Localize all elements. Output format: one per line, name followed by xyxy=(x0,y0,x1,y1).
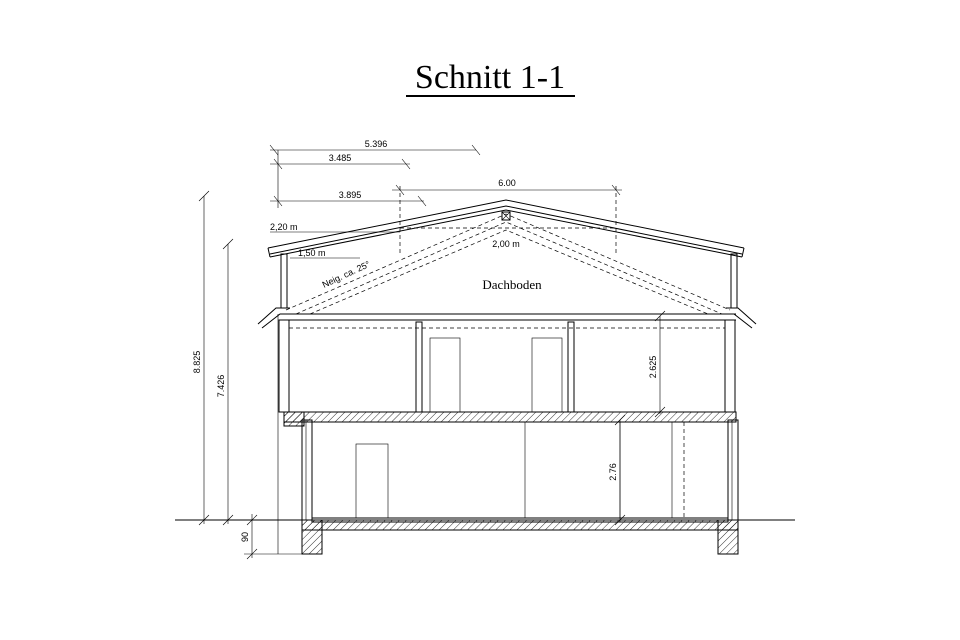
ground-floor-walls xyxy=(302,420,738,520)
attic-floor xyxy=(284,314,736,320)
dimension-foundation: 90 xyxy=(240,531,250,543)
roof-pitch-label: Neig. ca. 25° xyxy=(320,258,372,290)
dimension-total-height: 8.825 xyxy=(192,350,202,374)
foundation xyxy=(302,520,738,554)
top-dimension-lines xyxy=(270,145,622,208)
dimension-height-220: 2,20 m xyxy=(270,222,298,232)
dimension-top-4: 6.00 xyxy=(498,178,516,188)
dimension-eaves-height: 7.426 xyxy=(216,374,226,398)
room-label: Dachboden xyxy=(482,277,542,292)
upper-floor-slab xyxy=(284,412,736,426)
dimension-ground-floor: 2.76 xyxy=(608,463,618,481)
upper-floor-walls xyxy=(279,320,735,412)
dimension-top-3: 3.895 xyxy=(338,190,362,200)
dimension-top-1: 5.396 xyxy=(364,139,388,149)
dimension-top-2: 3.485 xyxy=(328,153,352,163)
dimension-height-150: 1,50 m xyxy=(298,248,326,258)
dimension-upper-floor: 2.625 xyxy=(648,355,658,379)
eaves xyxy=(258,308,756,328)
drawing-title: Schnitt 1-1 xyxy=(414,59,566,96)
truss-lines xyxy=(286,186,730,314)
dimension-height-200: 2,00 m xyxy=(492,239,520,249)
left-dimension-lines xyxy=(196,191,302,559)
